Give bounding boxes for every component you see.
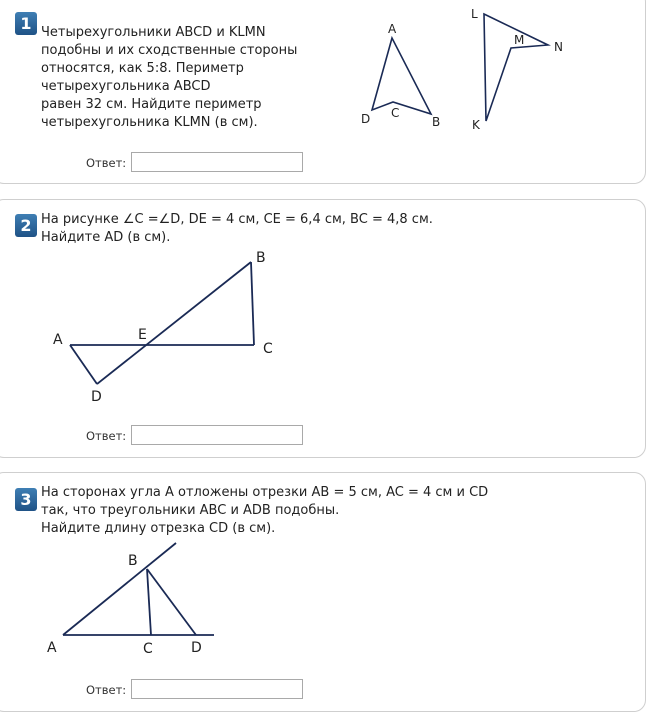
problem-text-line: четырехугольника KLMN (в см).	[41, 115, 258, 130]
segment-bc	[147, 569, 151, 635]
segment-ad	[70, 345, 97, 384]
answer-label: Ответ:	[86, 156, 127, 170]
quadrilateral-abcd	[372, 38, 431, 114]
vertex-label-c: C	[143, 641, 153, 657]
figure-angle-abc-adb	[0, 540, 656, 680]
problem-text-line: относятся, как 5:8. Периметр	[41, 61, 244, 76]
quadrilateral-klmn	[484, 14, 548, 121]
vertex-label-e: E	[138, 327, 147, 343]
vertex-label-d: D	[191, 640, 202, 656]
problem-text-line: равен 32 см. Найдите периметр	[41, 97, 262, 112]
problem-number-badge: 2	[15, 214, 37, 237]
vertex-label-k: K	[472, 118, 480, 132]
answer-label: Ответ:	[86, 429, 127, 443]
answer-label: Ответ:	[86, 683, 127, 697]
problem-text	[41, 484, 488, 538]
vertex-label-a: A	[47, 640, 57, 656]
vertex-label-a: A	[388, 22, 397, 36]
vertex-label-d: D	[91, 389, 102, 405]
vertex-label-n: N	[554, 40, 563, 54]
vertex-label-a: A	[53, 332, 63, 348]
vertex-label-l: L	[471, 7, 478, 21]
problem-number-badge: 1	[15, 12, 37, 35]
problem-text-line: На рисунке ∠C =∠D, DE = 4 см, CE = 6,4 см, BC = 4,8 см.	[41, 212, 433, 227]
figure-triangles-ade-bce	[0, 240, 656, 440]
problem-number-badge: 3	[15, 488, 37, 511]
problem-text-line: Найдите длину отрезка CD (в см).	[41, 521, 276, 536]
segment-bc	[251, 262, 254, 345]
answer-input[interactable]	[131, 679, 303, 699]
problem-text-line: подобны и их сходственные стороны	[41, 43, 298, 58]
answer-input[interactable]	[131, 152, 303, 172]
vertex-label-m: M	[514, 33, 525, 47]
problem-text-line: Четырехугольники ABCD и KLMN	[41, 25, 266, 40]
problem-text-line: На сторонах угла A отложены отрезки AB = 5 см, AC = 4 см и CD	[41, 485, 489, 500]
problem-text-line: четырехугольника ABCD	[41, 79, 211, 94]
vertex-label-b: B	[256, 250, 266, 266]
ray-ab	[63, 543, 176, 635]
vertex-label-b: B	[128, 553, 138, 569]
segment-bd	[147, 569, 196, 635]
vertex-label-b: B	[432, 115, 441, 129]
vertex-label-c: C	[263, 341, 273, 357]
vertex-label-d: D	[361, 112, 371, 126]
problem-text-line: так, что треугольники ABC и ADB подобны.	[41, 503, 340, 518]
figure-quadrilaterals	[0, 0, 656, 140]
problem-text-line: Найдите AD (в см).	[41, 230, 171, 245]
segment-db	[97, 262, 251, 384]
vertex-label-c: C	[391, 106, 400, 120]
answer-input[interactable]	[131, 425, 303, 445]
